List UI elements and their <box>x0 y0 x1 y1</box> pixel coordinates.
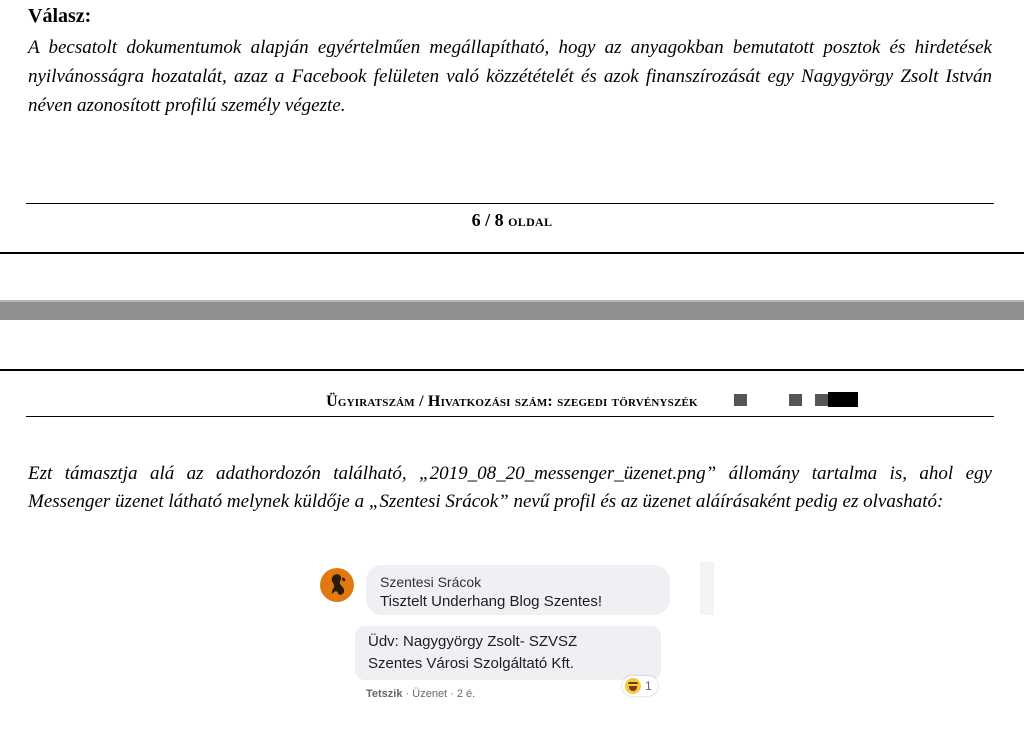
page-bottom-edge <box>0 252 1024 254</box>
answer-heading: Válasz: <box>28 5 92 27</box>
redaction-block <box>828 392 858 407</box>
footer-top-rule <box>26 203 994 204</box>
screenshot-edge <box>700 562 714 615</box>
page-top-edge <box>0 369 1024 371</box>
page-total: 8 <box>494 210 504 230</box>
redaction-mark <box>815 394 828 406</box>
body-paragraph: Ezt támasztja alá az adathordozón található, „2019_08_20_messenger_üzenet.png” állomány tartalma is, ahol egy Messenger üzenet látható melynek küldője a „Szentesi Srácok” nevű profil és az üzenet aláírásaként pedig ez olvasható: <box>28 463 992 512</box>
message-text: Üdv: Nagygyörgy Zsolt- SZVSZ <box>368 633 578 650</box>
case-number-header <box>0 393 1024 411</box>
case-number-label: Ügyiratszám / Hivatkozási szám: szegedi törvényszék <box>326 393 698 410</box>
page-current: 6 <box>471 210 481 230</box>
haha-emoji-icon <box>625 678 641 694</box>
page-separator: / <box>485 210 491 230</box>
header-bottom-rule <box>26 416 994 417</box>
sender-name[interactable]: Szentesi Srácok <box>380 574 482 590</box>
message-meta-rest: · Üzenet · 2 é. <box>402 688 476 700</box>
like-link[interactable]: Tetszik <box>366 688 403 700</box>
message-bubble <box>355 626 661 680</box>
message-text: Szentes Városi Szolgáltató Kft. <box>368 655 574 672</box>
page-word: oldal <box>508 211 553 230</box>
answer-text: A becsatolt dokumentumok alapján egyértelműen megállapítható, hogy az anyagokban bemutatott posztok és hirdetések nyilvánosságra hozatalát, azaz a Facebook felületen való közzétételét és azok finanszírozását egy Nagygyörgy Zsolt István néven azonosított profilú személy végezte. <box>28 37 992 116</box>
message-text: Tisztelt Underhang Blog Szentes! <box>380 593 603 610</box>
reaction-count: 1 <box>645 679 652 693</box>
reaction-badge[interactable] <box>622 676 658 696</box>
message-bubble <box>366 565 670 615</box>
avatar <box>320 568 354 602</box>
redaction-mark <box>789 394 802 406</box>
redaction-mark <box>734 394 747 406</box>
page-gap <box>0 302 1024 320</box>
page-footer <box>0 210 1024 231</box>
avatar-figure-icon <box>320 568 354 602</box>
message-meta <box>366 688 475 700</box>
